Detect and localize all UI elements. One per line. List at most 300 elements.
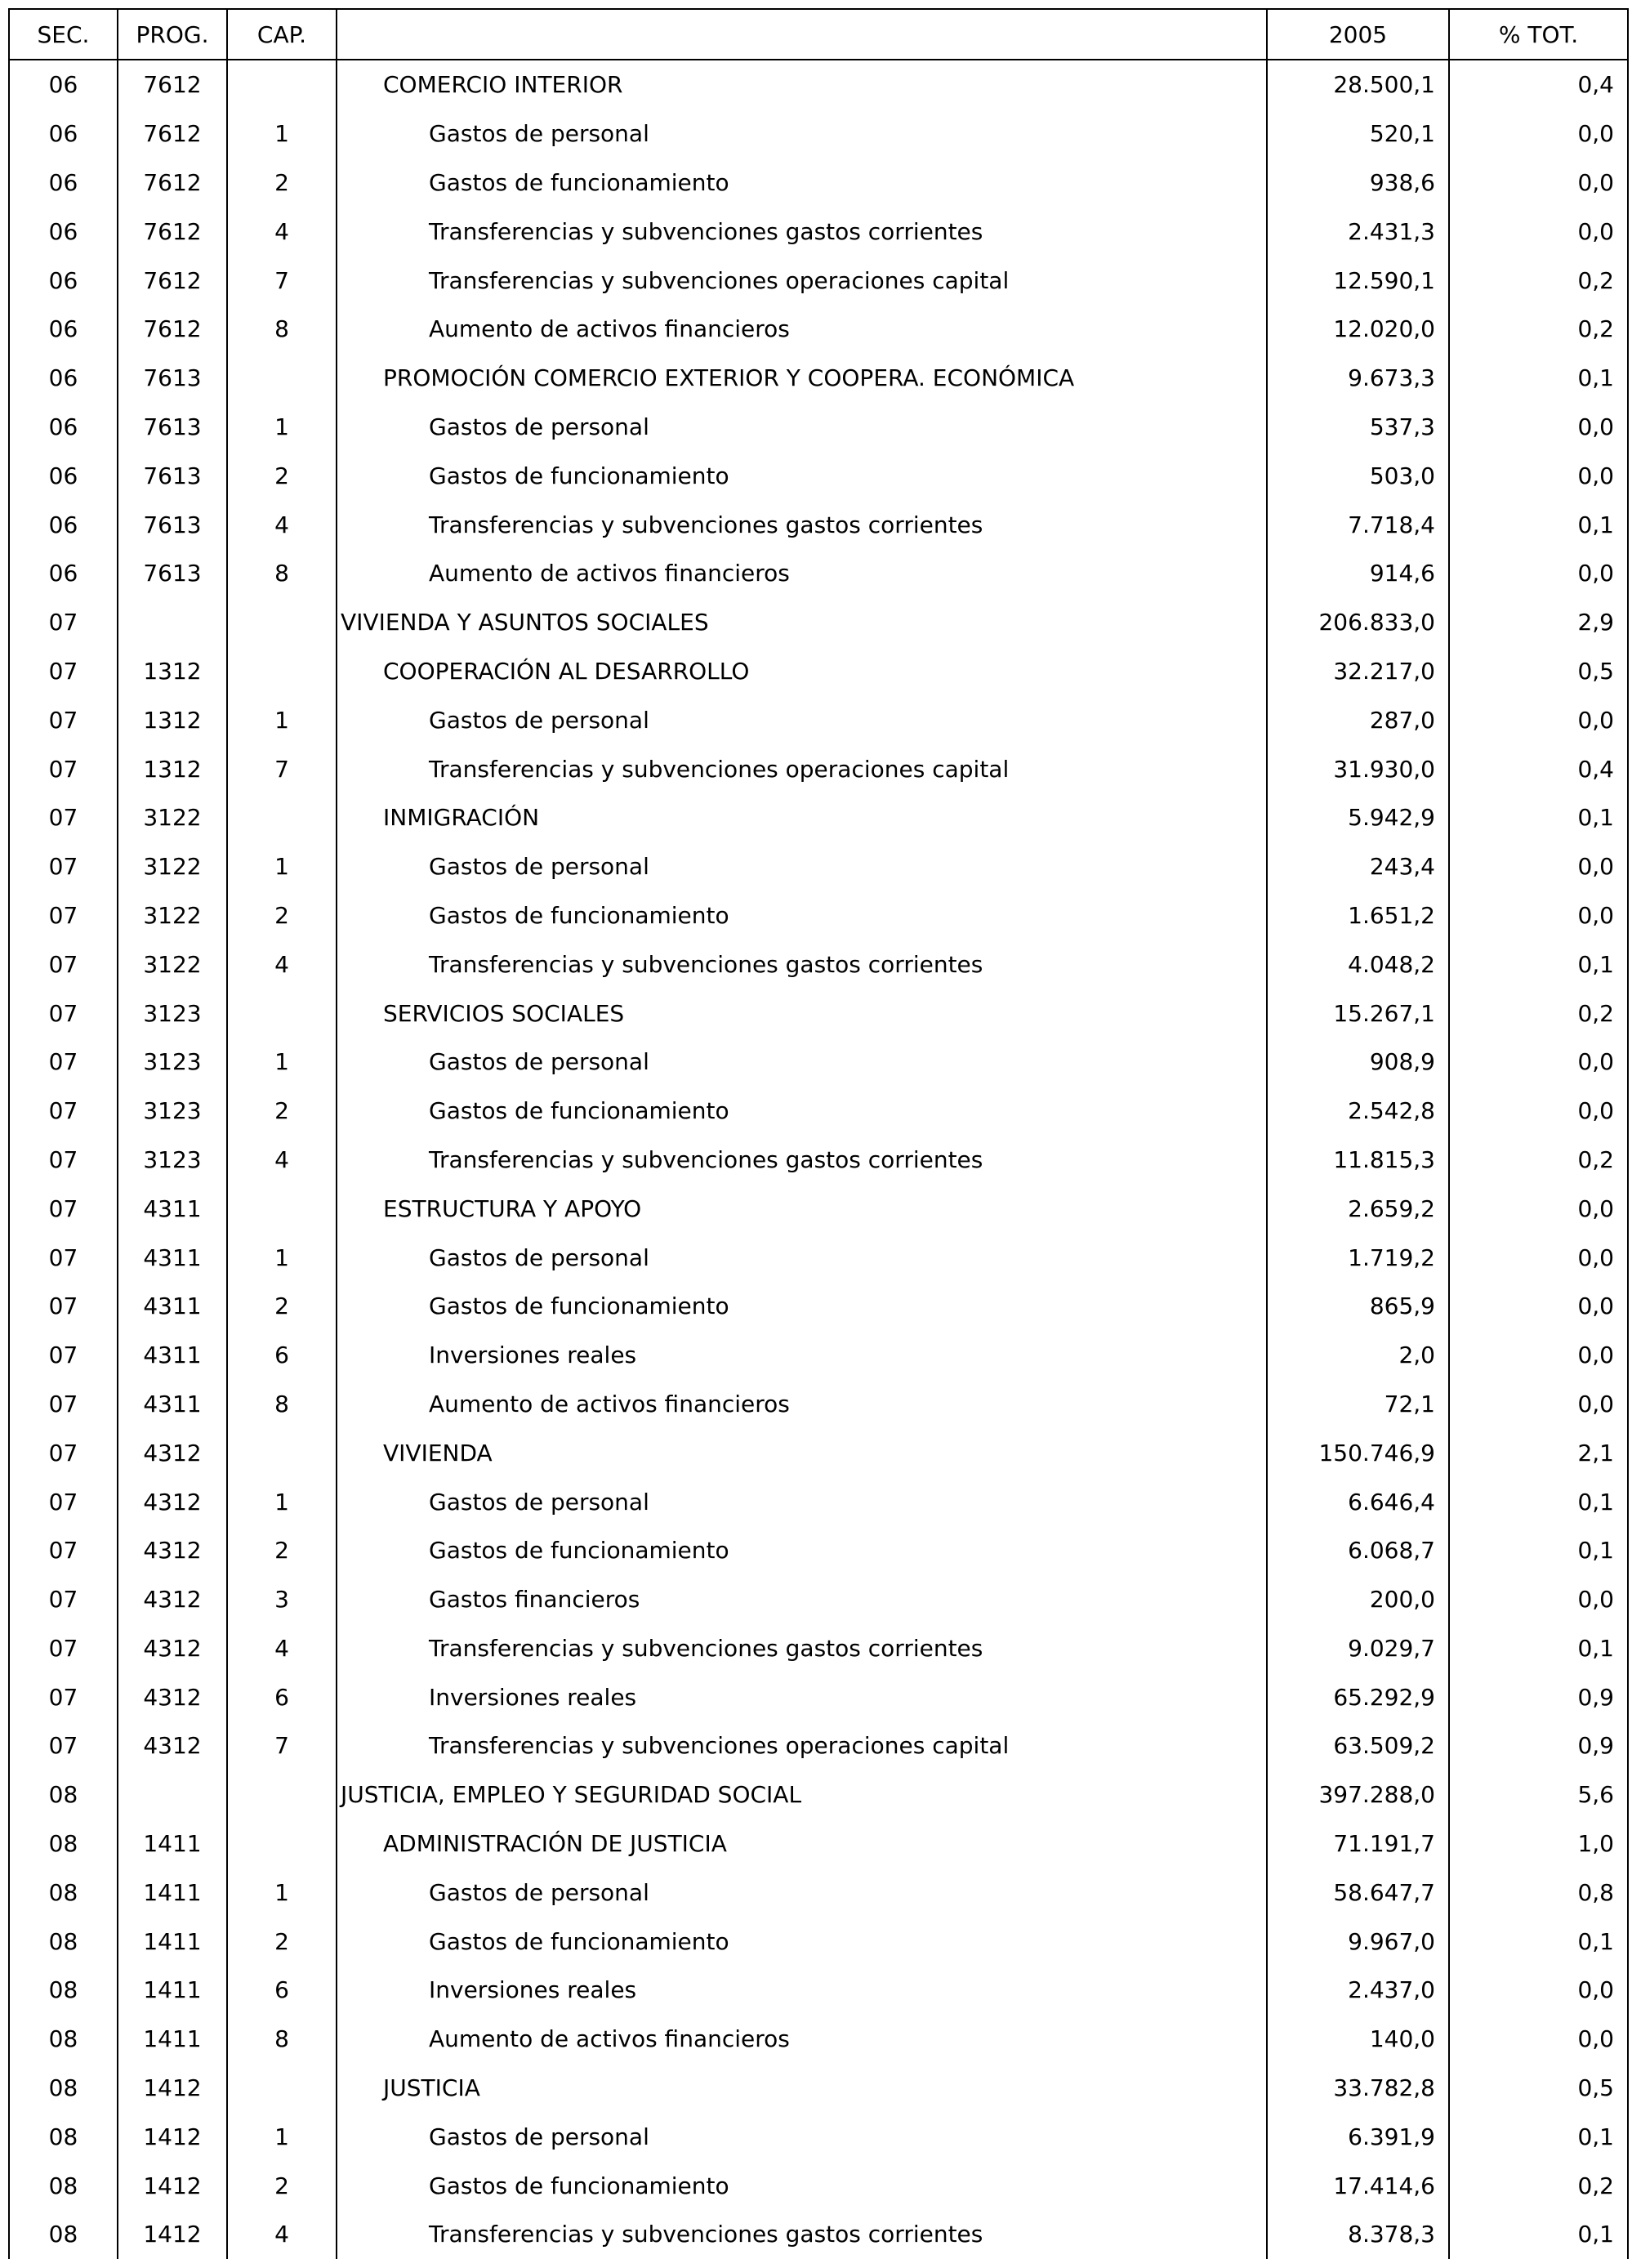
sec-cell: 07	[9, 1038, 118, 1087]
sec-cell: 07	[9, 1624, 118, 1673]
sec-cell: 06	[9, 451, 118, 500]
description-cell: ADMINISTRACIÓN DE JUSTICIA	[337, 1819, 1267, 1868]
amount-2005-cell: 243,4	[1267, 842, 1449, 891]
amount-2005-cell: 17.414,6	[1267, 2161, 1449, 2210]
table-row	[9, 1868, 1628, 1917]
sec-cell: 06	[9, 60, 118, 109]
cap-cell: 2	[227, 891, 337, 940]
cap-cell	[227, 354, 337, 403]
table-row	[9, 891, 1628, 940]
cap-cell: 8	[227, 2015, 337, 2064]
sec-cell: 08	[9, 1966, 118, 2015]
description-cell: Inversiones reales	[337, 1672, 1267, 1721]
description-cell: Gastos de personal	[337, 1233, 1267, 1282]
prog-cell: 1412	[118, 2064, 227, 2113]
prog-cell	[118, 598, 227, 647]
table-row	[9, 1917, 1628, 1966]
description-cell: Transferencias y subvenciones gastos corrientes	[337, 2210, 1267, 2259]
percent-total-cell: 0,1	[1449, 1624, 1628, 1673]
table-row	[9, 305, 1628, 354]
table-row	[9, 793, 1628, 842]
sec-cell: 06	[9, 109, 118, 158]
percent-total-cell: 0,1	[1449, 500, 1628, 549]
cap-cell: 2	[227, 158, 337, 208]
sec-cell: 07	[9, 1672, 118, 1721]
table-row	[9, 1672, 1628, 1721]
cap-cell	[227, 1770, 337, 1819]
percent-total-cell: 0,0	[1449, 1233, 1628, 1282]
table-row	[9, 2161, 1628, 2210]
prog-cell: 4312	[118, 1477, 227, 1526]
percent-total-cell: 0,0	[1449, 109, 1628, 158]
description-cell: Transferencias y subvenciones gastos corrientes	[337, 1624, 1267, 1673]
cap-cell	[227, 60, 337, 109]
amount-2005-cell: 537,3	[1267, 403, 1449, 452]
percent-total-cell: 1,0	[1449, 1819, 1628, 1868]
description-cell: Gastos financieros	[337, 1575, 1267, 1624]
table-row	[9, 1331, 1628, 1380]
percent-total-cell: 0,5	[1449, 647, 1628, 696]
sec-cell: 08	[9, 2112, 118, 2161]
prog-cell: 7613	[118, 403, 227, 452]
percent-total-cell: 2,1	[1449, 1428, 1628, 1477]
table-row	[9, 1770, 1628, 1819]
prog-cell	[118, 1770, 227, 1819]
percent-total-cell: 0,1	[1449, 2112, 1628, 2161]
prog-cell: 3122	[118, 793, 227, 842]
cap-cell	[227, 1428, 337, 1477]
amount-2005-cell: 1.719,2	[1267, 1233, 1449, 1282]
amount-2005-cell: 15.267,1	[1267, 989, 1449, 1038]
description-cell: Gastos de personal	[337, 1038, 1267, 1087]
prog-cell: 4311	[118, 1184, 227, 1233]
sec-cell: 07	[9, 1575, 118, 1624]
table-row	[9, 451, 1628, 500]
cap-cell	[227, 793, 337, 842]
description-cell: Gastos de funcionamiento	[337, 1917, 1267, 1966]
sec-cell: 07	[9, 1282, 118, 1331]
cap-cell	[227, 1819, 337, 1868]
percent-total-cell: 0,2	[1449, 305, 1628, 354]
table-row	[9, 2015, 1628, 2064]
percent-total-cell: 0,1	[1449, 2210, 1628, 2259]
percent-total-cell: 0,4	[1449, 744, 1628, 793]
table-row	[9, 989, 1628, 1038]
cap-cell: 2	[227, 1526, 337, 1575]
amount-2005-cell: 58.647,7	[1267, 1868, 1449, 1917]
amount-2005-cell: 33.782,8	[1267, 2064, 1449, 2113]
description-cell: Aumento de activos financieros	[337, 2015, 1267, 2064]
amount-2005-cell: 2.437,0	[1267, 1966, 1449, 2015]
amount-2005-cell: 2,0	[1267, 1331, 1449, 1380]
cap-cell	[227, 1184, 337, 1233]
amount-2005-cell: 9.029,7	[1267, 1624, 1449, 1673]
cap-cell: 6	[227, 1966, 337, 2015]
table-row	[9, 1428, 1628, 1477]
amount-2005-cell: 4.048,2	[1267, 940, 1449, 989]
sec-cell: 08	[9, 2210, 118, 2259]
description-cell: Aumento de activos financieros	[337, 1380, 1267, 1429]
table-row	[9, 1575, 1628, 1624]
description-cell: Gastos de personal	[337, 403, 1267, 452]
prog-cell: 7612	[118, 109, 227, 158]
cap-cell: 4	[227, 2210, 337, 2259]
cap-cell: 1	[227, 1038, 337, 1087]
amount-2005-cell: 503,0	[1267, 451, 1449, 500]
prog-cell: 1411	[118, 1819, 227, 1868]
table-row	[9, 158, 1628, 208]
table-row	[9, 647, 1628, 696]
prog-cell: 7612	[118, 60, 227, 109]
description-cell: Inversiones reales	[337, 1331, 1267, 1380]
percent-total-cell: 0,1	[1449, 1526, 1628, 1575]
prog-cell: 1411	[118, 1966, 227, 2015]
amount-2005-cell: 32.217,0	[1267, 647, 1449, 696]
description-cell: Transferencias y subvenciones operaciones capital	[337, 1721, 1267, 1770]
cap-cell: 1	[227, 842, 337, 891]
description-cell: Gastos de personal	[337, 842, 1267, 891]
sec-cell: 07	[9, 598, 118, 647]
prog-cell: 1412	[118, 2210, 227, 2259]
amount-2005-cell: 865,9	[1267, 1282, 1449, 1331]
cap-cell: 8	[227, 305, 337, 354]
amount-2005-cell: 12.590,1	[1267, 256, 1449, 305]
prog-cell: 1411	[118, 2015, 227, 2064]
percent-total-cell: 0,1	[1449, 1477, 1628, 1526]
prog-cell: 3123	[118, 1136, 227, 1185]
percent-total-cell: 0,0	[1449, 2015, 1628, 2064]
prog-cell: 7613	[118, 500, 227, 549]
table-row	[9, 549, 1628, 598]
table-row	[9, 256, 1628, 305]
percent-total-cell: 0,0	[1449, 695, 1628, 744]
amount-2005-cell: 6.068,7	[1267, 1526, 1449, 1575]
prog-cell: 7612	[118, 158, 227, 208]
sec-cell: 07	[9, 1184, 118, 1233]
cap-cell: 1	[227, 695, 337, 744]
cap-cell: 7	[227, 744, 337, 793]
table-row	[9, 1087, 1628, 1136]
cap-cell: 2	[227, 1282, 337, 1331]
header-year-2005: 2005	[1267, 9, 1449, 60]
table-row	[9, 1184, 1628, 1233]
prog-cell: 7613	[118, 451, 227, 500]
description-cell: Gastos de personal	[337, 1868, 1267, 1917]
prog-cell: 1411	[118, 1917, 227, 1966]
prog-cell: 7612	[118, 207, 227, 256]
prog-cell: 4311	[118, 1282, 227, 1331]
percent-total-cell: 2,9	[1449, 598, 1628, 647]
sec-cell: 08	[9, 1868, 118, 1917]
amount-2005-cell: 28.500,1	[1267, 60, 1449, 109]
prog-cell: 3123	[118, 1038, 227, 1087]
table-row	[9, 1136, 1628, 1185]
sec-cell: 07	[9, 1477, 118, 1526]
sec-cell: 06	[9, 549, 118, 598]
description-cell: Gastos de funcionamiento	[337, 891, 1267, 940]
sec-cell: 07	[9, 647, 118, 696]
prog-cell: 7613	[118, 354, 227, 403]
prog-cell: 1312	[118, 695, 227, 744]
amount-2005-cell: 397.288,0	[1267, 1770, 1449, 1819]
description-cell: Transferencias y subvenciones operaciones capital	[337, 744, 1267, 793]
sec-cell: 06	[9, 403, 118, 452]
percent-total-cell: 0,0	[1449, 207, 1628, 256]
percent-total-cell: 0,0	[1449, 1282, 1628, 1331]
sec-cell: 06	[9, 207, 118, 256]
percent-total-cell: 0,4	[1449, 60, 1628, 109]
amount-2005-cell: 520,1	[1267, 109, 1449, 158]
table-row	[9, 1624, 1628, 1673]
table-row	[9, 695, 1628, 744]
percent-total-cell: 0,5	[1449, 2064, 1628, 2113]
table-row	[9, 1233, 1628, 1282]
description-cell: Gastos de funcionamiento	[337, 1282, 1267, 1331]
prog-cell: 7612	[118, 256, 227, 305]
amount-2005-cell: 2.659,2	[1267, 1184, 1449, 1233]
cap-cell: 6	[227, 1672, 337, 1721]
prog-cell: 3122	[118, 842, 227, 891]
cap-cell: 8	[227, 1380, 337, 1429]
percent-total-cell: 0,1	[1449, 354, 1628, 403]
cap-cell: 2	[227, 451, 337, 500]
amount-2005-cell: 908,9	[1267, 1038, 1449, 1087]
percent-total-cell: 0,0	[1449, 891, 1628, 940]
sec-cell: 07	[9, 1331, 118, 1380]
table-body	[9, 60, 1628, 2259]
sec-cell: 07	[9, 940, 118, 989]
table-row	[9, 744, 1628, 793]
sec-cell: 07	[9, 744, 118, 793]
percent-total-cell: 0,9	[1449, 1672, 1628, 1721]
sec-cell: 07	[9, 793, 118, 842]
amount-2005-cell: 2.542,8	[1267, 1087, 1449, 1136]
header-description	[337, 9, 1267, 60]
amount-2005-cell: 7.718,4	[1267, 500, 1449, 549]
header-sec: SEC.	[9, 9, 118, 60]
sec-cell: 07	[9, 1428, 118, 1477]
cap-cell: 2	[227, 1917, 337, 1966]
sec-cell: 07	[9, 1721, 118, 1770]
prog-cell: 1312	[118, 744, 227, 793]
amount-2005-cell: 9.967,0	[1267, 1917, 1449, 1966]
amount-2005-cell: 200,0	[1267, 1575, 1449, 1624]
percent-total-cell: 0,0	[1449, 1184, 1628, 1233]
sec-cell: 06	[9, 500, 118, 549]
percent-total-cell: 0,0	[1449, 842, 1628, 891]
budget-table	[8, 8, 1629, 2259]
prog-cell: 3122	[118, 940, 227, 989]
sec-cell: 08	[9, 2161, 118, 2210]
description-cell: Gastos de personal	[337, 109, 1267, 158]
cap-cell: 2	[227, 2161, 337, 2210]
table-row	[9, 354, 1628, 403]
amount-2005-cell: 5.942,9	[1267, 793, 1449, 842]
header-cap: CAP.	[227, 9, 337, 60]
prog-cell: 1312	[118, 647, 227, 696]
cap-cell: 8	[227, 549, 337, 598]
prog-cell: 4312	[118, 1672, 227, 1721]
cap-cell: 1	[227, 1868, 337, 1917]
sec-cell: 08	[9, 1770, 118, 1819]
table-row	[9, 1380, 1628, 1429]
amount-2005-cell: 9.673,3	[1267, 354, 1449, 403]
description-cell: JUSTICIA	[337, 2064, 1267, 2113]
description-cell: VIVIENDA Y ASUNTOS SOCIALES	[337, 598, 1267, 647]
table-row	[9, 60, 1628, 109]
cap-cell: 1	[227, 109, 337, 158]
prog-cell: 1411	[118, 1868, 227, 1917]
description-cell: Inversiones reales	[337, 1966, 1267, 2015]
sec-cell: 08	[9, 1917, 118, 1966]
cap-cell: 7	[227, 256, 337, 305]
percent-total-cell: 0,2	[1449, 256, 1628, 305]
description-cell: COOPERACIÓN AL DESARROLLO	[337, 647, 1267, 696]
percent-total-cell: 0,9	[1449, 1721, 1628, 1770]
cap-cell: 7	[227, 1721, 337, 1770]
sec-cell: 06	[9, 256, 118, 305]
table-row	[9, 2064, 1628, 2113]
prog-cell: 7612	[118, 305, 227, 354]
table-row	[9, 1819, 1628, 1868]
amount-2005-cell: 2.431,3	[1267, 207, 1449, 256]
description-cell: Transferencias y subvenciones operaciones capital	[337, 256, 1267, 305]
header-prog: PROG.	[118, 9, 227, 60]
prog-cell: 4312	[118, 1428, 227, 1477]
table-row	[9, 1966, 1628, 2015]
percent-total-cell: 0,0	[1449, 1087, 1628, 1136]
table-row	[9, 1526, 1628, 1575]
table-row	[9, 1038, 1628, 1087]
percent-total-cell: 0,0	[1449, 1966, 1628, 2015]
cap-cell: 1	[227, 2112, 337, 2161]
prog-cell: 7613	[118, 549, 227, 598]
description-cell: Gastos de funcionamiento	[337, 1526, 1267, 1575]
percent-total-cell: 0,0	[1449, 549, 1628, 598]
sec-cell: 07	[9, 989, 118, 1038]
sec-cell: 08	[9, 1819, 118, 1868]
sec-cell: 07	[9, 1136, 118, 1185]
cap-cell: 4	[227, 500, 337, 549]
cap-cell: 1	[227, 1477, 337, 1526]
percent-total-cell: 0,1	[1449, 793, 1628, 842]
description-cell: PROMOCIÓN COMERCIO EXTERIOR Y COOPERA. ECONÓMICA	[337, 354, 1267, 403]
percent-total-cell: 0,2	[1449, 1136, 1628, 1185]
header-row	[9, 9, 1628, 60]
table-row	[9, 1282, 1628, 1331]
amount-2005-cell: 914,6	[1267, 549, 1449, 598]
percent-total-cell: 0,0	[1449, 158, 1628, 208]
prog-cell: 4311	[118, 1380, 227, 1429]
cap-cell	[227, 647, 337, 696]
amount-2005-cell: 6.646,4	[1267, 1477, 1449, 1526]
sec-cell: 07	[9, 1087, 118, 1136]
table-row	[9, 842, 1628, 891]
table-row	[9, 940, 1628, 989]
cap-cell: 3	[227, 1575, 337, 1624]
percent-total-cell: 0,0	[1449, 451, 1628, 500]
cap-cell: 4	[227, 1624, 337, 1673]
amount-2005-cell: 65.292,9	[1267, 1672, 1449, 1721]
prog-cell: 1412	[118, 2112, 227, 2161]
table-row	[9, 403, 1628, 452]
percent-total-cell: 0,1	[1449, 1917, 1628, 1966]
amount-2005-cell: 150.746,9	[1267, 1428, 1449, 1477]
amount-2005-cell: 31.930,0	[1267, 744, 1449, 793]
table-row	[9, 2112, 1628, 2161]
sec-cell: 08	[9, 2064, 118, 2113]
amount-2005-cell: 63.509,2	[1267, 1721, 1449, 1770]
description-cell: Transferencias y subvenciones gastos corrientes	[337, 1136, 1267, 1185]
amount-2005-cell: 8.378,3	[1267, 2210, 1449, 2259]
prog-cell: 4312	[118, 1624, 227, 1673]
prog-cell: 4311	[118, 1331, 227, 1380]
cap-cell	[227, 598, 337, 647]
description-cell: SERVICIOS SOCIALES	[337, 989, 1267, 1038]
budget-table-frame	[8, 8, 1627, 2268]
sec-cell: 07	[9, 891, 118, 940]
description-cell: Aumento de activos financieros	[337, 305, 1267, 354]
description-cell: Aumento de activos financieros	[337, 549, 1267, 598]
cap-cell: 4	[227, 1136, 337, 1185]
percent-total-cell: 0,1	[1449, 940, 1628, 989]
amount-2005-cell: 11.815,3	[1267, 1136, 1449, 1185]
percent-total-cell: 0,8	[1449, 1868, 1628, 1917]
percent-total-cell: 0,0	[1449, 403, 1628, 452]
table-row	[9, 1477, 1628, 1526]
percent-total-cell: 0,0	[1449, 1038, 1628, 1087]
description-cell: COMERCIO INTERIOR	[337, 60, 1267, 109]
sec-cell: 07	[9, 1380, 118, 1429]
cap-cell: 6	[227, 1331, 337, 1380]
description-cell: Gastos de funcionamiento	[337, 1087, 1267, 1136]
cap-cell	[227, 2064, 337, 2113]
sec-cell: 07	[9, 1526, 118, 1575]
sec-cell: 06	[9, 158, 118, 208]
cap-cell: 1	[227, 1233, 337, 1282]
amount-2005-cell: 287,0	[1267, 695, 1449, 744]
sec-cell: 07	[9, 1233, 118, 1282]
sec-cell: 07	[9, 695, 118, 744]
amount-2005-cell: 140,0	[1267, 2015, 1449, 2064]
prog-cell: 4312	[118, 1721, 227, 1770]
table-header	[9, 9, 1628, 60]
table-row	[9, 2210, 1628, 2259]
description-cell: Transferencias y subvenciones gastos corrientes	[337, 207, 1267, 256]
cap-cell: 2	[227, 1087, 337, 1136]
percent-total-cell: 0,0	[1449, 1380, 1628, 1429]
amount-2005-cell: 938,6	[1267, 158, 1449, 208]
prog-cell: 1412	[118, 2161, 227, 2210]
amount-2005-cell: 12.020,0	[1267, 305, 1449, 354]
sec-cell: 06	[9, 305, 118, 354]
description-cell: Gastos de funcionamiento	[337, 158, 1267, 208]
description-cell: Gastos de personal	[337, 2112, 1267, 2161]
table-row	[9, 207, 1628, 256]
amount-2005-cell: 206.833,0	[1267, 598, 1449, 647]
amount-2005-cell: 6.391,9	[1267, 2112, 1449, 2161]
table-row	[9, 500, 1628, 549]
percent-total-cell: 0,0	[1449, 1575, 1628, 1624]
description-cell: INMIGRACIÓN	[337, 793, 1267, 842]
description-cell: Gastos de funcionamiento	[337, 451, 1267, 500]
prog-cell: 3123	[118, 989, 227, 1038]
description-cell: Transferencias y subvenciones gastos corrientes	[337, 940, 1267, 989]
header-percent-total: % TOT.	[1449, 9, 1628, 60]
prog-cell: 3123	[118, 1087, 227, 1136]
amount-2005-cell: 72,1	[1267, 1380, 1449, 1429]
description-cell: JUSTICIA, EMPLEO Y SEGURIDAD SOCIAL	[337, 1770, 1267, 1819]
